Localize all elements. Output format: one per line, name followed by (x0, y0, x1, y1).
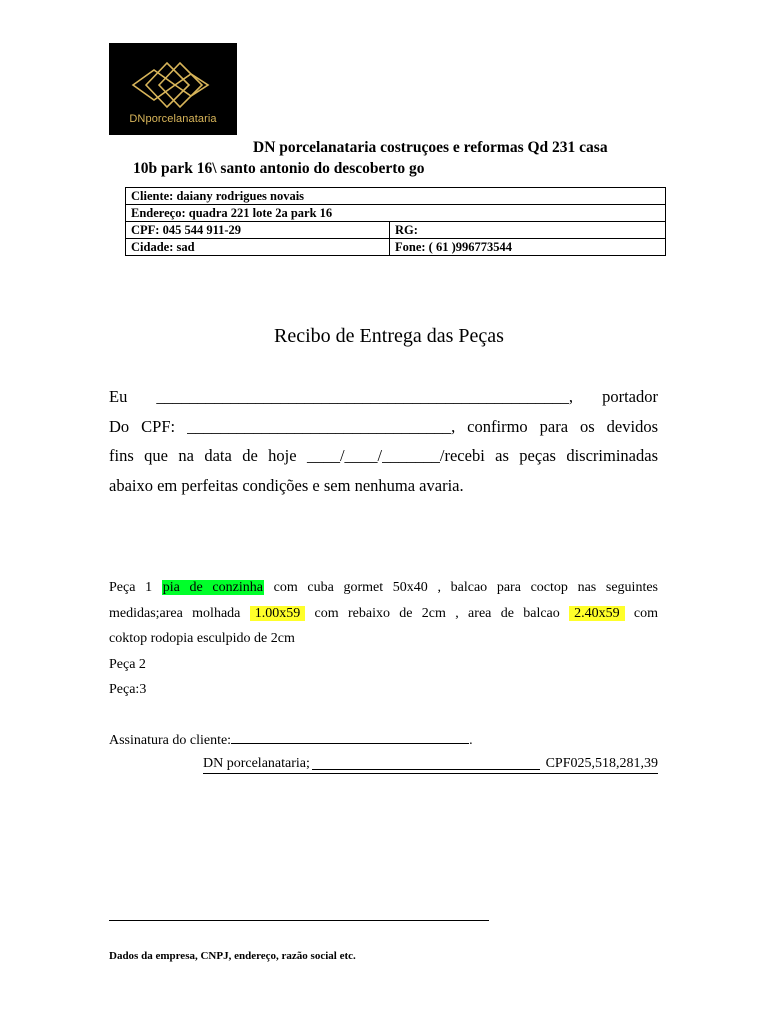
item-description: com (633, 605, 659, 621)
items-list (109, 575, 658, 703)
table-row (126, 239, 666, 256)
item-label: Peça 1 (109, 580, 153, 595)
client-cpf-cell: CPF: 045 544 911-29 (126, 222, 390, 239)
company-signature-name: DN porcelanataria; (203, 756, 310, 771)
company-header (133, 137, 663, 179)
client-signature-label: Assinatura do cliente: (109, 733, 232, 748)
item-description: com rebaixo de 2cm , area de balcao (314, 605, 560, 621)
highlighted-measure: 2.40x59 (569, 606, 625, 621)
highlighted-item-name: pia de conzinha (162, 580, 263, 595)
table-row (126, 222, 666, 239)
client-name-cell: Cliente: daiany rodrigues novais (126, 188, 666, 205)
client-signature-line (109, 729, 473, 751)
list-item-continuation (109, 601, 658, 627)
statement-line: fins que na data de hoje ____/____/_______/recebi as peças discriminadas (109, 446, 658, 465)
logo-text: DNporcelanataria (129, 113, 217, 125)
footer-text: Dados da empresa, CNPJ, endereço, razão social etc. (109, 950, 356, 962)
client-rg-cell: RG: (390, 222, 666, 239)
signature-end: . (469, 733, 473, 748)
company-logo (109, 43, 237, 135)
footer-divider (109, 920, 489, 921)
signature-blank (231, 729, 469, 744)
company-signature-cpf: CPF025,518,281,39 (545, 756, 658, 771)
table-row (126, 205, 666, 222)
company-header-line2: 10b park 16\ santo antonio do descoberto go (133, 160, 425, 177)
list-item: Peça 2 (109, 656, 146, 672)
statement-line: abaixo em perfeitas condições e sem nenhuma avaria. (109, 475, 464, 495)
item-description: com cuba gormet 50x40 , balcao para coctop nas seguintes (273, 580, 659, 595)
statement-line: Eu __________________________________________________, portador (109, 387, 658, 406)
receipt-statement (109, 382, 658, 500)
signature-blank (312, 755, 540, 770)
company-signature-line (203, 755, 658, 774)
highlighted-measure: 1.00x59 (250, 606, 306, 621)
client-phone-cell: Fone: ( 61 )996773544 (390, 239, 666, 256)
list-item: Peça:3 (109, 682, 147, 697)
client-info-table (125, 187, 666, 256)
company-header-line1: DN porcelanataria costruçoes e reformas Qd 231 casa (253, 139, 608, 156)
item-description: medidas;area molhada (109, 605, 241, 621)
client-city-cell: Cidade: sad (126, 239, 390, 256)
client-address-cell: Endereço: quadra 221 lote 2a park 16 (126, 205, 666, 222)
table-row (126, 188, 666, 205)
statement-line: Do CPF: ________________________________, confirmo para os devidos (109, 416, 658, 436)
list-item (109, 575, 658, 601)
receipt-title: Recibo de Entrega das Peças (274, 325, 504, 347)
list-item-continuation: coktop rodopia esculpido de 2cm (109, 631, 295, 646)
